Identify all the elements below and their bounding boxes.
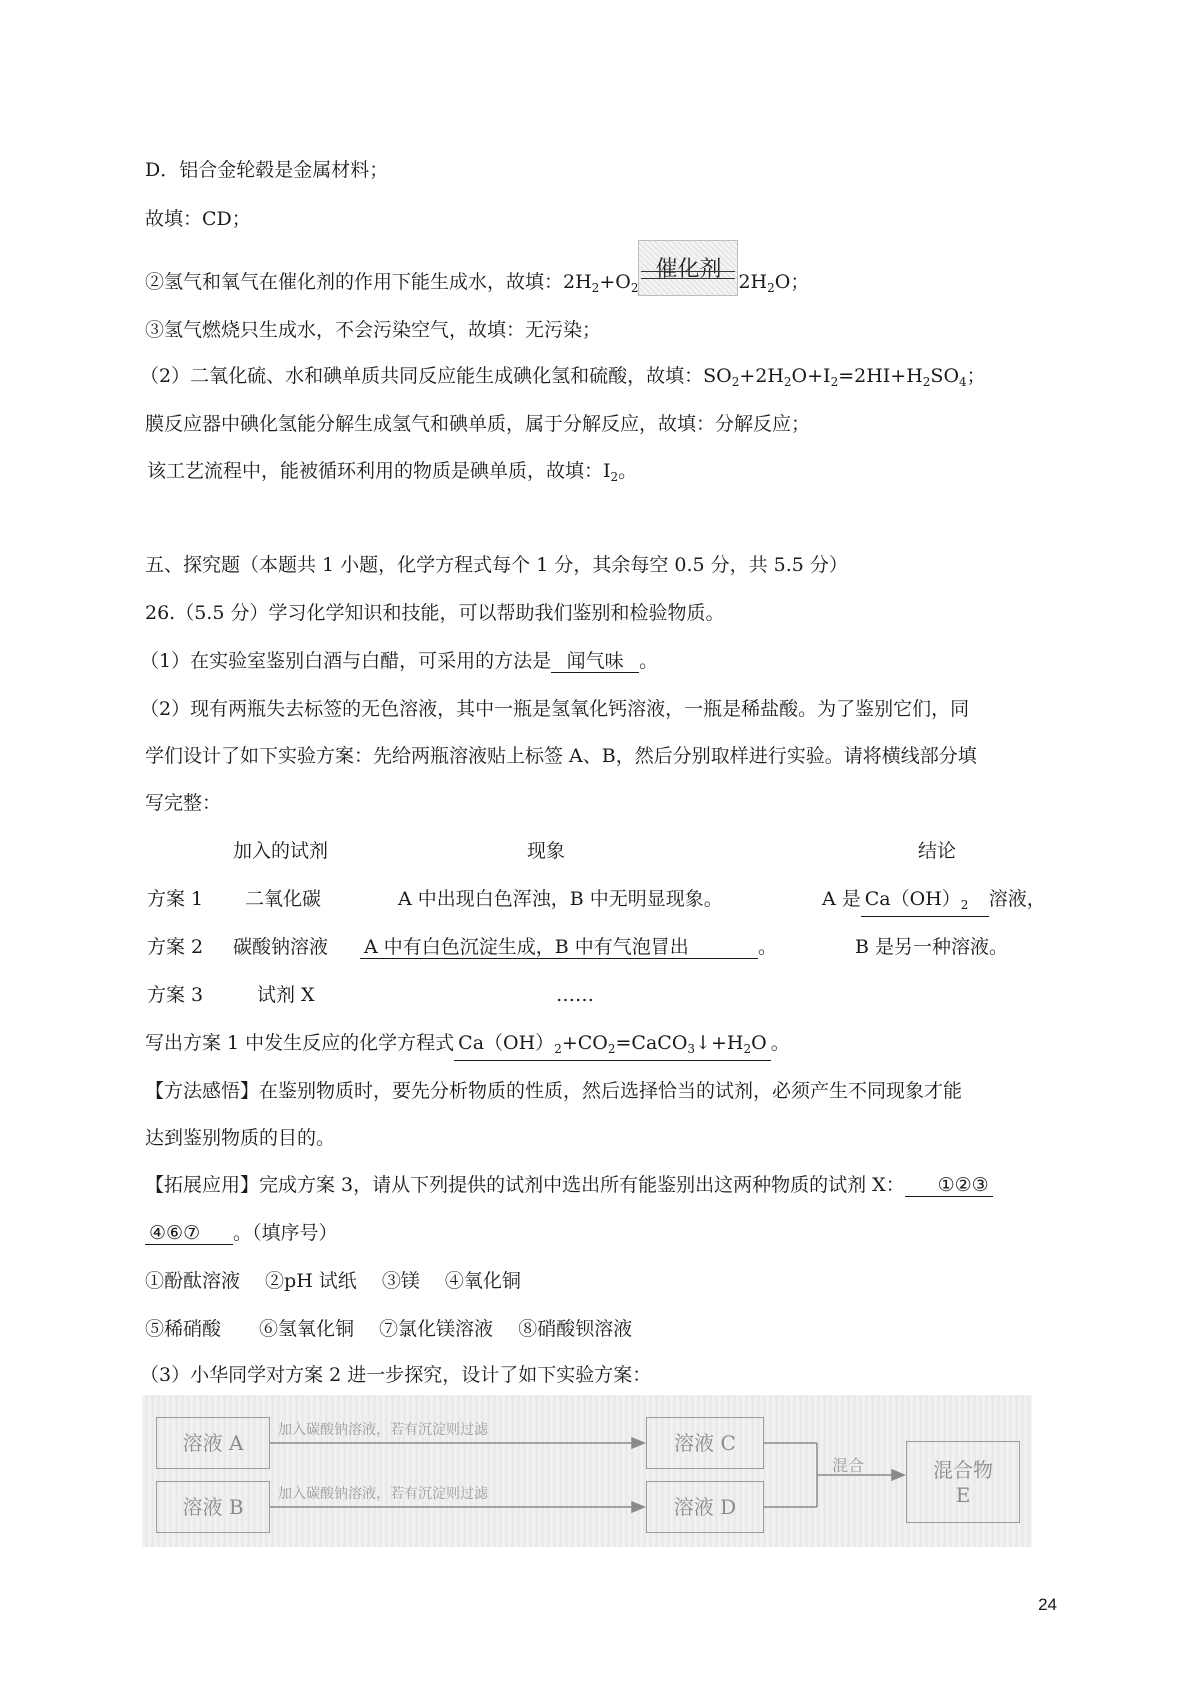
answer-line-so2-equation: （2）二氧化硫、水和碘单质共同反应能生成碘化氢和硫酸，故填：$SO_2+2H_2O+I_2=2HI+H_2SO_4$； bbox=[140, 365, 986, 389]
answer-line-decomposition: 膜反应器中碘化氢能分解生成氢气和碘单质，属于分解反应，故填：分解反应； bbox=[145, 413, 811, 435]
table-header-phenomenon: 现象 bbox=[527, 840, 566, 862]
extension-line1: 【拓展应用】完成方案 3，请从下列提供的试剂中选出所有能鉴别出这两种物质的试剂 X： ①②③ bbox=[145, 1172, 993, 1198]
answer-blank: $Ca(OH)_2+CO_2=CaCO_3↓+H_2O$ bbox=[454, 1032, 771, 1061]
table-row2-phenomenon: A 中有白色沉淀生成，B 中有气泡冒出 。 bbox=[360, 934, 777, 960]
table-row2-conclusion: B 是另一种溶液。 bbox=[855, 936, 1009, 958]
question-26-part1: （1）在实验室鉴别白酒与白醋，可采用的方法是 闻气味 。 bbox=[140, 650, 659, 672]
table-row2-name: 方案 2 bbox=[147, 936, 204, 958]
answer-blank: ①②③ bbox=[905, 1174, 993, 1197]
flow-note-mix: 混合 bbox=[832, 1456, 865, 1475]
answer-line-cd: 故填：CD； bbox=[145, 208, 251, 230]
page-number: 24 bbox=[1038, 1595, 1057, 1614]
mixture-label: 混合物 bbox=[933, 1458, 993, 1482]
table-header-reagent: 加入的试剂 bbox=[233, 840, 329, 862]
method-insight-line1: 【方法感悟】在鉴别物质时，要先分析物质的性质，然后选择恰当的试剂，必须产生不同现象才能 bbox=[145, 1080, 963, 1102]
answer-line-hydrogen-equation: ②氢气和氧气在催化剂的作用下能生成水，故填：$2H_2+O_2$ 催化剂 $2H_2O$； bbox=[145, 240, 809, 315]
answer-blank: 闻气味 bbox=[551, 650, 639, 673]
method-insight-line2: 达到鉴别物质的目的。 bbox=[145, 1127, 336, 1149]
flow-box-solution-c: 溶液 C bbox=[646, 1417, 764, 1469]
equation-question: 写出方案 1 中发生反应的化学方程式 $Ca(OH)_2+CO_2=CaCO_3↓+H_2O$ 。 bbox=[145, 1030, 790, 1061]
question-26-part2-line3: 写完整： bbox=[145, 792, 222, 814]
flow-box-solution-a: 溶液 A bbox=[156, 1417, 270, 1469]
section-heading: 五、探究题（本题共 1 小题，化学方程式每个 1 分，其余每空 0.5 分，共 5.5 分） bbox=[145, 554, 848, 576]
catalyst-condition-image: 催化剂 bbox=[638, 240, 738, 296]
table-row3-phenomenon: …… bbox=[556, 984, 594, 1006]
table-row1-conclusion: A 是 $Ca(OH)_2$ 溶液， bbox=[822, 886, 1046, 917]
flowchart-arrows bbox=[142, 1395, 1032, 1547]
flow-note-b: 加入碳酸钠溶液，若有沉淀则过滤 bbox=[278, 1486, 488, 1502]
flow-box-solution-d: 溶液 D bbox=[646, 1481, 764, 1533]
table-row1-reagent: 二氧化碳 bbox=[245, 888, 322, 910]
answer-blank: ④⑥⑦ bbox=[145, 1222, 233, 1245]
flow-box-mixture-e bbox=[906, 1441, 1020, 1523]
flowchart-image bbox=[142, 1395, 1032, 1547]
question-26-part2-line1: （2）现有两瓶失去标签的无色溶液，其中一瓶是氢氧化钙溶液，一瓶是稀盐酸。为了鉴别它们，同 bbox=[140, 698, 970, 720]
answer-blank: A 中有白色沉淀生成，B 中有气泡冒出 bbox=[360, 936, 758, 959]
table-header-conclusion: 结论 bbox=[918, 840, 957, 862]
table-row1-phenomenon: A 中出现白色浑浊，B 中无明显现象。 bbox=[398, 888, 723, 910]
flow-note-a: 加入碳酸钠溶液，若有沉淀则过滤 bbox=[278, 1422, 488, 1438]
table-row1-name: 方案 1 bbox=[147, 888, 204, 910]
extension-line2: ④⑥⑦ 。（填序号） bbox=[145, 1220, 338, 1246]
reagent-list-2: ⑤稀硝酸 ⑥氢氧化铜 ⑦氯化镁溶液 ⑧硝酸钡溶液 bbox=[145, 1318, 633, 1340]
table-row2-reagent: 碳酸钠溶液 bbox=[233, 936, 329, 958]
table-row3-reagent: 试剂 X bbox=[257, 984, 315, 1006]
reagent-list-1: ①酚酞溶液 ②pH 试纸 ③镁 ④氧化铜 bbox=[145, 1270, 521, 1292]
flow-box-solution-b: 溶液 B bbox=[156, 1481, 270, 1533]
answer-line-iodine: 该工艺流程中，能被循环利用的物质是碘单质，故填：$I_2$。 bbox=[147, 460, 638, 484]
mixture-letter: E bbox=[955, 1483, 971, 1507]
question-26-part2-line2: 学们设计了如下实验方案：先给两瓶溶液贴上标签 A、B，然后分别取样进行实验。请将横线部分填 bbox=[145, 745, 977, 767]
answer-line-no-pollution: ③氢气燃烧只生成水，不会污染空气，故填：无污染； bbox=[145, 319, 602, 341]
answer-line-d: D．铝合金轮毂是金属材料； bbox=[145, 159, 389, 181]
answer-blank: $Ca(OH)_2$ bbox=[861, 888, 989, 917]
question-26-part3: （3）小华同学对方案 2 进一步探究，设计了如下实验方案： bbox=[140, 1364, 652, 1386]
question-26: 26.（5.5 分）学习化学知识和技能，可以帮助我们鉴别和检验物质。 bbox=[145, 602, 725, 624]
table-row3-name: 方案 3 bbox=[147, 984, 204, 1006]
